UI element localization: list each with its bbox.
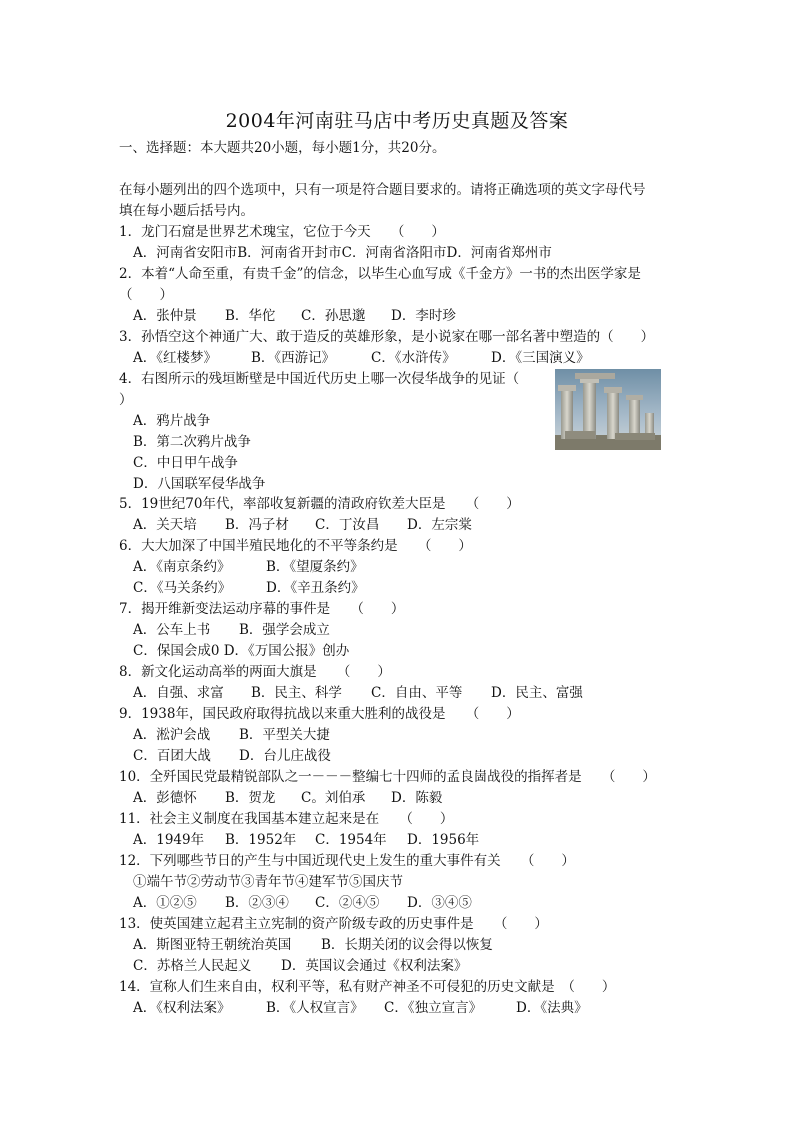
ruins-photo	[555, 369, 661, 450]
option: D．《法典》	[516, 1000, 588, 1016]
option-row	[133, 515, 472, 535]
option-row	[133, 746, 331, 766]
option: A．鸦片战争	[133, 413, 211, 429]
option: D．台儿庄战役	[239, 748, 331, 764]
option: C．《水浒传》	[371, 350, 456, 366]
question-stem: 13．使英国建立起君主立宪制的资产阶级专政的历史事件是 （ ）	[119, 916, 548, 932]
option: D．左宗棠	[407, 517, 472, 533]
option-row: C．保国会成0 D．《万国公报》创办	[133, 643, 350, 659]
option: A．彭德怀	[133, 790, 197, 806]
option: C．②④⑤	[315, 895, 380, 911]
option-row	[133, 578, 365, 598]
option-row	[133, 998, 588, 1018]
option-row	[133, 893, 472, 913]
option-row	[133, 683, 583, 703]
question-stem: 6．大大加深了中国半殖民地化的不平等条约是 （ ）	[119, 538, 472, 554]
option-row	[133, 306, 456, 326]
option: B．1952年	[225, 832, 297, 848]
option: D．李时珍	[391, 308, 456, 324]
option: B．民主、科学	[251, 685, 342, 701]
option: A．公车上书	[133, 622, 211, 638]
option: C．自由、平等	[371, 685, 463, 701]
option: A．《南京条约》	[133, 559, 231, 575]
question-stem: 3．孙悟空这个神通广大、敢于造反的英雄形象，是小说家在哪一部名著中塑造的（ ）	[119, 329, 655, 345]
option: A．《权利法案》	[133, 1000, 231, 1016]
option-row	[133, 348, 590, 368]
option: A．张仲景	[133, 308, 197, 324]
option: B．②③④	[225, 895, 289, 911]
option: D．民主、富强	[491, 685, 583, 701]
option: B．第二次鸦片战争	[133, 434, 251, 450]
option: A．斯图亚特王朝统治英国	[133, 937, 292, 953]
option: D．《辛丑条约》	[266, 580, 365, 596]
option-row	[133, 935, 493, 955]
option: D．八国联军侵华战争	[133, 476, 266, 492]
option: B．《西游记》	[251, 350, 336, 366]
option: D．陈毅	[391, 790, 443, 806]
option-row	[133, 788, 442, 808]
option: C．丁汝昌	[315, 517, 380, 533]
question-stem: 1．龙门石窟是世界艺术瑰宝，它位于今天 （ ）	[119, 224, 445, 240]
option: D．③④⑤	[407, 895, 472, 911]
question-stem: （ ）	[119, 287, 173, 303]
option: B．贺龙	[225, 790, 276, 806]
ruined-columns-icon	[555, 369, 661, 450]
option: B．冯子材	[225, 517, 289, 533]
question-stem: 10．全歼国民党最精锐部队之一－－－整编七十四师的孟良崮战役的指挥者是 （ ）	[119, 769, 656, 785]
option: A．1949年	[133, 832, 205, 848]
option: D．《三国演义》	[491, 350, 590, 366]
option: D．英国议会通过《权利法案》	[281, 958, 468, 974]
question-stem: 14．宣称人们生来自由，权利平等，私有财产神圣不可侵犯的历史文献是 （ ）	[119, 979, 616, 995]
instruction-line: 填在每小题后括号内。	[119, 203, 254, 219]
option: B．强学会成立	[239, 622, 330, 638]
option: C．《马关条约》	[133, 580, 232, 596]
option: C．百团大战	[133, 748, 211, 764]
question-stem: 5．19世纪70年代，率部收复新疆的清政府钦差大臣是 （ ）	[119, 496, 520, 512]
option-row	[133, 830, 479, 850]
option: B．《望厦条约》	[266, 559, 364, 575]
section-heading: 一、选择题：本大题共20小题，每小题1分，共20分。	[119, 140, 446, 156]
option: B．《人权宣言》	[266, 1000, 364, 1016]
question-stem: 2．本着“人命至重，有贵千金”的信念，以毕生心血写成《千金方》一书的杰出医学家是	[119, 266, 641, 282]
question-stem: 8．新文化运动高举的两面大旗是 （ ）	[119, 664, 391, 680]
question-stem: ）	[119, 392, 133, 408]
question-stem: 12．下列哪些节日的产生与中国近现代史上发生的重大事件有关 （ ）	[119, 853, 575, 869]
question-stem: 4．右图所示的残垣断壁是中国近代历史上哪一次侵华战争的见证（	[119, 371, 520, 387]
question-stem: 11．社会主义制度在我国基本建立起来是在 （ ）	[119, 811, 454, 827]
option: C．中日甲午战争	[133, 455, 238, 471]
instruction-line: 在每小题列出的四个选项中，只有一项是符合题目要求的。请将正确选项的英文字母代号	[119, 182, 646, 198]
option-row: A．河南省安阳市B．河南省开封市C．河南省洛阳市D．河南省郑州市	[133, 245, 552, 261]
option: B．长期关闭的议会得以恢复	[321, 937, 493, 953]
option: C．苏格兰人民起义	[133, 958, 252, 974]
option-row	[133, 725, 330, 745]
option: B．平型关大捷	[239, 727, 330, 743]
option-row	[133, 956, 467, 976]
option-row	[133, 557, 364, 577]
option: C．《独立宣言》	[384, 1000, 483, 1016]
option: A．淞沪会战	[133, 727, 211, 743]
page-title: 2004年河南驻马店中考历史真题及答案	[225, 110, 569, 132]
option: C．1954年	[315, 832, 387, 848]
option-row	[133, 620, 330, 640]
question-stem: 7．揭开维新变法运动序幕的事件是 （ ）	[119, 601, 405, 617]
option: D．1956年	[407, 832, 480, 848]
option: A．自强、求富	[133, 685, 224, 701]
option: B．华佗	[225, 308, 276, 324]
option: A．关天培	[133, 517, 197, 533]
option: A．《红楼梦》	[133, 350, 217, 366]
option: C。刘伯承	[301, 790, 366, 806]
question-stem: 9．1938年，国民政府取得抗战以来重大胜利的战役是 （ ）	[119, 706, 520, 722]
option: A．①②⑤	[133, 895, 197, 911]
question-stem: ①端午节②劳动节③青年节④建军节⑤国庆节	[133, 874, 403, 890]
option: C．孙思邈	[301, 308, 366, 324]
